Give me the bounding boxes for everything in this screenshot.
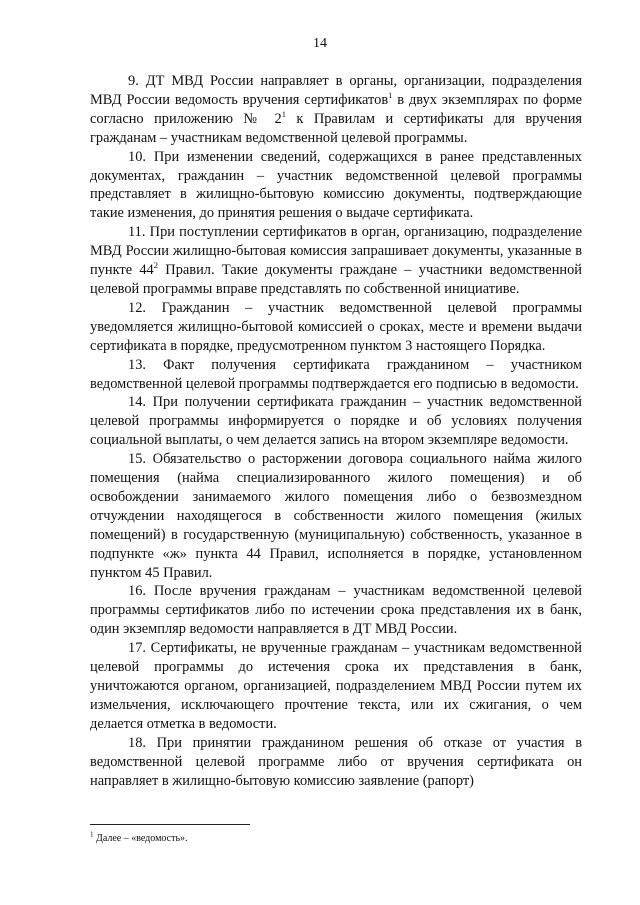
footnote-mark: 1 [90,830,94,839]
paragraph-13: 13. Факт получения сертификата гражданином – участником ведомственной целевой программы подтверждается его подписью в ведомости. [90,356,582,392]
paragraph-text: 11. При поступлении сертификатов в орган, организацию, подразделение МВД России жилищно-бытовая комиссия запрашивает документы, указанные в пункте 44 [90,224,582,279]
paragraph-text: Правил. Такие документы граждане – участники ведомственной целевой программы вправе представлять по собственной инициативе. [90,262,582,297]
footnote-text: Далее – «ведомость». [93,833,188,844]
page-number: 14 [313,36,327,51]
paragraph-15: 15. Обязательство о расторжении договора социального найма жилого помещения (найма специализированного жилого помещения) и об освобождении занимаемого жилого помещения либо о безвозмездном отчуждении находящегося в собственности жилого помещения (жилых помещений) в государственную (муниципальную) собственность, указанное в подпункте «ж» пункта 44 Правил, исполняется в порядке, установленном пунктом 45 Правил. [90,451,582,581]
superscript: 2 [153,260,159,271]
paragraph-16: 16. После вручения гражданам – участникам ведомственной целевой программы сертификатов либо по истечении срока представления их в банк, один экземпляр ведомости направляется в ДТ МВД России. [90,583,582,638]
footnote-divider [90,824,250,825]
paragraph-17: 17. Сертификаты, не врученные гражданам – участникам ведомственной целевой программы до истечения срока их представления в банк, уничтожаются органом, организацией, подразделением МВД России путем их измельчения, исключающего прочтение текста, или их сжигания, о чем делается отметка в ведомости. [90,640,582,732]
paragraph-text: в двух экземплярах по форме согласно приложению № 2 [90,91,582,127]
superscript: 1 [281,109,286,120]
paragraph-18: 18. При принятии гражданином решения об отказе от участия в ведомственной целевой программе либо от вручения сертификата он направляет в жилищно-бытовую комиссию заявление (рапорт) [90,734,582,789]
paragraph-text: 9. ДТ МВД России направляет в органы, организации, подразделения МВД России ведомость вручения сертификатов [90,73,582,108]
paragraph-11 [90,223,582,299]
footnote-ref: 1 [388,90,393,101]
paragraph-10: 10. При изменении сведений, содержащихся в ранее представленных документах, гражданин – участник ведомственной целевой программы представляет в жилищно-бытовую комиссию документы, подтверждающие такие изменения, до принятия решения о выдаче сертификата. [90,148,582,222]
paragraph-14: 14. При получении сертификата гражданин – участник ведомственной целевой программы информируется о порядке и об условиях получения социальной выплаты, о чем делается запись на втором экземпляре ведомости. [90,394,582,449]
body-text [90,72,582,790]
paragraph-text: к Правилам и сертификаты для вручения гражданам – участникам ведомственной целевой программы. [90,110,583,146]
footnote [90,830,188,845]
paragraph-9 [90,72,582,148]
paragraph-12: 12. Гражданин – участник ведомственной целевой программы уведомляется жилищно-бытовой комиссией о сроках, месте и времени выдачи сертификата в порядке, предусмотренном пунктом 3 настоящего Порядка. [90,299,582,354]
